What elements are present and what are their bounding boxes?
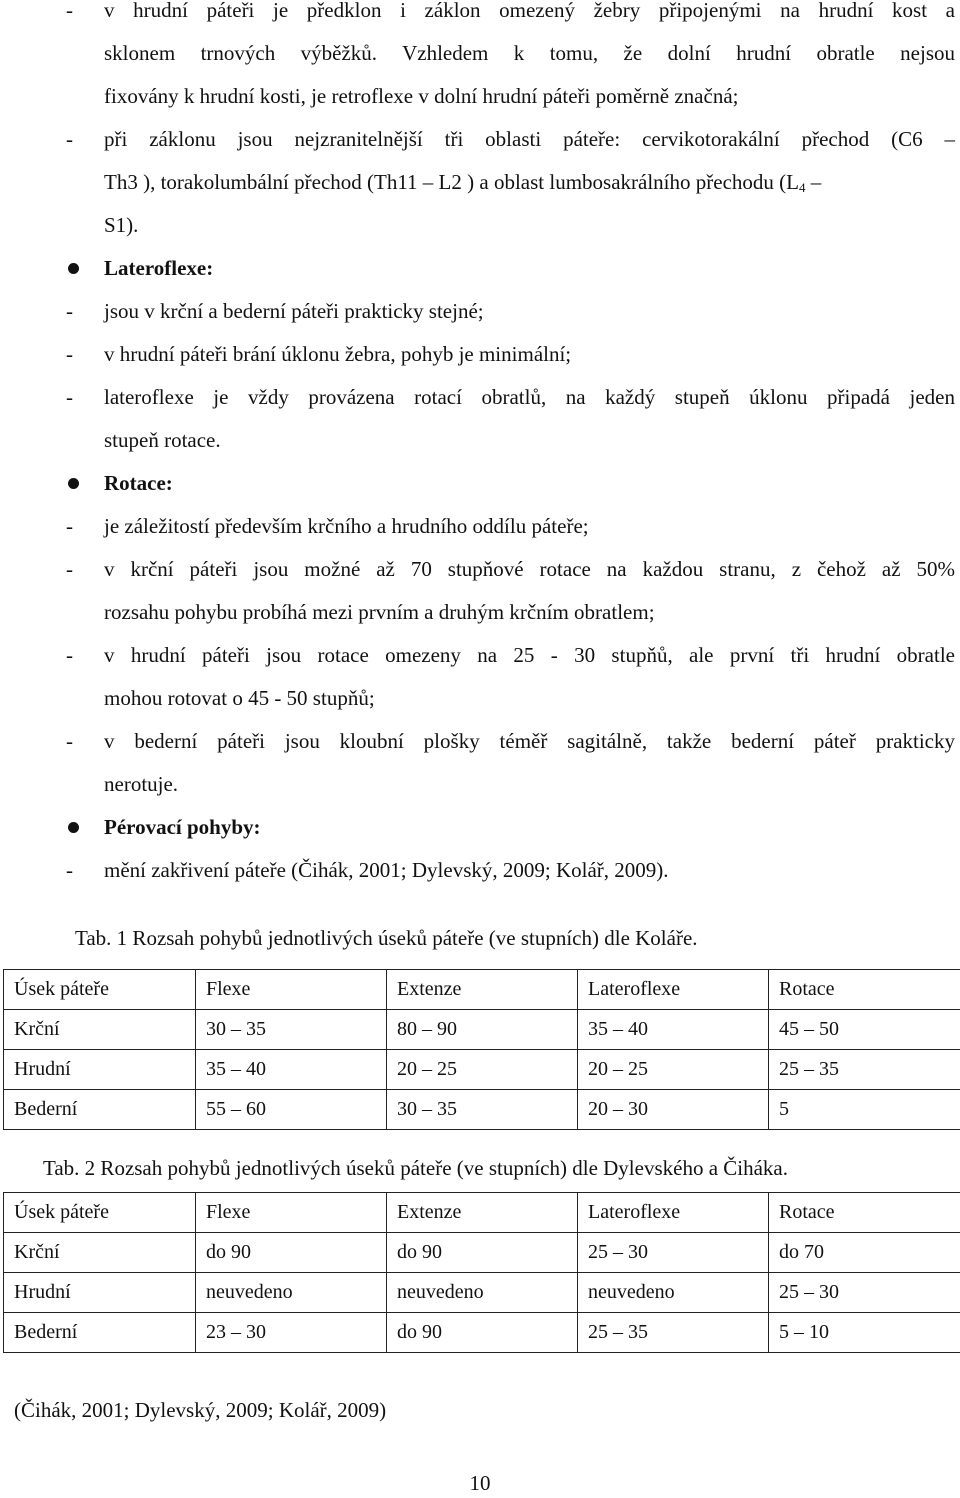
list-item bbox=[0, 726, 960, 756]
table-row bbox=[4, 1313, 960, 1353]
table1 bbox=[3, 969, 960, 1130]
table-cell: neuvedeno bbox=[387, 1273, 578, 1313]
table-header-row bbox=[4, 1193, 960, 1233]
table-row bbox=[4, 1010, 960, 1050]
table-row bbox=[4, 1273, 960, 1313]
list-item bbox=[0, 382, 960, 412]
dash-marker: - bbox=[66, 296, 73, 326]
table-header-cell: Extenze bbox=[387, 970, 578, 1010]
list-item-text: mohou rotovat o 45 - 50 stupňů; bbox=[104, 683, 375, 713]
table-cell: neuvedeno bbox=[578, 1273, 769, 1313]
list-item-text: je záležitostí především krčního a hrudního oddílu páteře; bbox=[104, 511, 589, 541]
list-item-text: při záklonu jsou nejzranitelnější tři oblasti páteře: cervikotorakální přechod (C6 – bbox=[104, 124, 955, 154]
list-item-text: mění zakřivení páteře (Čihák, 2001; Dylevský, 2009; Kolář, 2009). bbox=[104, 855, 669, 885]
table1-caption: Tab. 1 Rozsah pohybů jednotlivých úseků páteře (ve stupních) dle Koláře. bbox=[75, 923, 698, 953]
table-header-cell: Rotace bbox=[769, 970, 960, 1010]
table-cell: 35 – 40 bbox=[578, 1010, 769, 1050]
table-header-cell: Úsek páteře bbox=[4, 970, 196, 1010]
table-header-cell: Flexe bbox=[196, 970, 387, 1010]
dash-marker: - bbox=[66, 554, 73, 584]
list-item-text: v hrudní páteři je předklon i záklon omezený žebry připojenými na hrudní kost a bbox=[104, 0, 955, 25]
dash-marker: - bbox=[66, 855, 73, 885]
table-cell: Krční bbox=[4, 1010, 196, 1050]
table-cell: do 70 bbox=[769, 1233, 960, 1273]
bullet-icon bbox=[68, 478, 79, 489]
table-cell: 30 – 35 bbox=[387, 1090, 578, 1130]
table-cell: 20 – 30 bbox=[578, 1090, 769, 1130]
table-cell: 25 – 35 bbox=[769, 1050, 960, 1090]
table-cell: Hrudní bbox=[4, 1050, 196, 1090]
source-citation: (Čihák, 2001; Dylevský, 2009; Kolář, 2009) bbox=[14, 1395, 386, 1425]
table-cell: 30 – 35 bbox=[196, 1010, 387, 1050]
table-cell: 55 – 60 bbox=[196, 1090, 387, 1130]
heading-text: Rotace: bbox=[104, 468, 173, 498]
table-header-row bbox=[4, 970, 960, 1010]
table-cell: do 90 bbox=[196, 1233, 387, 1273]
bullet-icon bbox=[68, 822, 79, 833]
table-cell: Krční bbox=[4, 1233, 196, 1273]
table-cell: Bederní bbox=[4, 1090, 196, 1130]
list-item-text: Th3 ), torakolumbální přechod (Th11 – L2 ) a oblast lumbosakrálního přechodu ($L_4$ – bbox=[104, 167, 955, 203]
table-cell: neuvedeno bbox=[196, 1273, 387, 1313]
dash-marker: - bbox=[66, 0, 73, 25]
subscript: 4 bbox=[799, 180, 806, 195]
table-cell: 5 – 10 bbox=[769, 1313, 960, 1353]
list-item bbox=[0, 0, 960, 25]
table-header-cell: Lateroflexe bbox=[578, 970, 769, 1010]
dash-marker: - bbox=[66, 124, 73, 154]
table-cell: 5 bbox=[769, 1090, 960, 1130]
table-row bbox=[4, 1233, 960, 1273]
table-header-cell: Flexe bbox=[196, 1193, 387, 1233]
list-item-text: fixovány k hrudní kosti, je retroflexe v dolní hrudní páteři poměrně značná; bbox=[104, 81, 738, 111]
table-cell: 23 – 30 bbox=[196, 1313, 387, 1353]
table-cell: 25 – 30 bbox=[578, 1233, 769, 1273]
table-row bbox=[4, 1090, 960, 1130]
table-cell: Hrudní bbox=[4, 1273, 196, 1313]
dash-marker: - bbox=[66, 382, 73, 412]
table-header-cell: Rotace bbox=[769, 1193, 960, 1233]
list-item bbox=[0, 554, 960, 584]
list-item-text: v bederní páteři jsou kloubní plošky téměř sagitálně, takže bederní páteř prakticky bbox=[104, 726, 955, 756]
dash-marker: - bbox=[66, 640, 73, 670]
table-cell: 45 – 50 bbox=[769, 1010, 960, 1050]
table2 bbox=[3, 1192, 960, 1353]
list-item bbox=[0, 640, 960, 670]
page-number: 10 bbox=[0, 1468, 960, 1498]
list-item-text: S1). bbox=[104, 210, 138, 240]
heading-text: Pérovací pohyby: bbox=[104, 812, 261, 842]
dash-marker: - bbox=[66, 511, 73, 541]
table-cell: do 90 bbox=[387, 1233, 578, 1273]
table-cell: 25 – 30 bbox=[769, 1273, 960, 1313]
table-cell: 35 – 40 bbox=[196, 1050, 387, 1090]
list-item-text: nerotuje. bbox=[104, 769, 178, 799]
list-item-text: stupeň rotace. bbox=[104, 425, 221, 455]
list-item-text: v hrudní páteři jsou rotace omezeny na 25 - 30 stupňů, ale první tři hrudní obratle bbox=[104, 640, 955, 670]
table-cell: do 90 bbox=[387, 1313, 578, 1353]
table2-caption: Tab. 2 Rozsah pohybů jednotlivých úseků páteře (ve stupních) dle Dylevského a Čiháka. bbox=[43, 1153, 788, 1183]
list-item-text: lateroflexe je vždy provázena rotací obratlů, na každý stupeň úklonu připadá jeden bbox=[104, 382, 955, 412]
heading-text: Lateroflexe: bbox=[104, 253, 213, 283]
list-item-text: jsou v krční a bederní páteři prakticky stejné; bbox=[104, 296, 484, 326]
dash-marker: - bbox=[66, 339, 73, 369]
list-item bbox=[0, 124, 960, 154]
list-item-text: v hrudní páteři brání úklonu žebra, pohyb je minimální; bbox=[104, 339, 571, 369]
bullet-icon bbox=[68, 263, 79, 274]
table-row bbox=[4, 1050, 960, 1090]
table-header-cell: Extenze bbox=[387, 1193, 578, 1233]
table-cell: 80 – 90 bbox=[387, 1010, 578, 1050]
list-item-text: v krční páteři jsou možné až 70 stupňové rotace na každou stranu, z čehož až 50% bbox=[104, 554, 955, 584]
table-header-cell: Úsek páteře bbox=[4, 1193, 196, 1233]
table-cell: Bederní bbox=[4, 1313, 196, 1353]
table-cell: 20 – 25 bbox=[387, 1050, 578, 1090]
list-item-text: rozsahu pohybu probíhá mezi prvním a druhým krčním obratlem; bbox=[104, 597, 655, 627]
table-header-cell: Lateroflexe bbox=[578, 1193, 769, 1233]
list-item-text: sklonem trnových výběžků. Vzhledem k tomu, že dolní hrudní obratle nejsou bbox=[104, 38, 955, 68]
table-cell: 20 – 25 bbox=[578, 1050, 769, 1090]
dash-marker: - bbox=[66, 726, 73, 756]
table-cell: 25 – 35 bbox=[578, 1313, 769, 1353]
